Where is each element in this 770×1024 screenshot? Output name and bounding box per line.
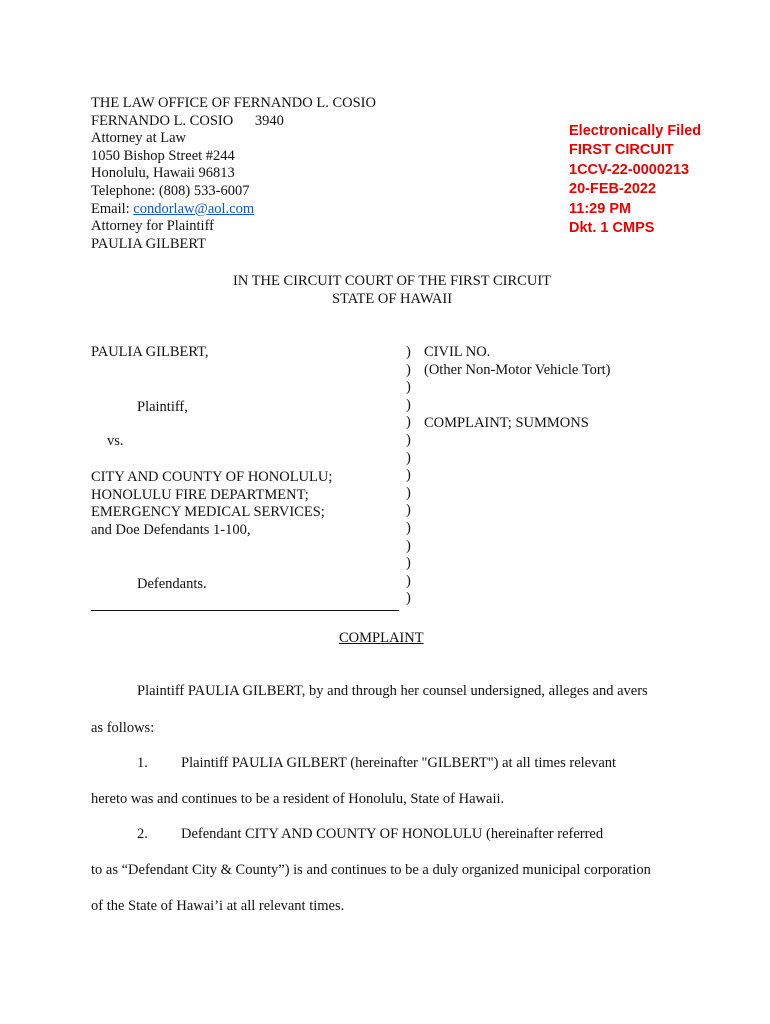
attorney-for: Attorney for Plaintiff	[91, 218, 214, 235]
civil-number: CIVIL NO.	[424, 344, 491, 360]
paragraph-2-line-3: of the State of Hawai’i at all relevant times.	[91, 898, 345, 914]
stamp-date: 20-FEB-2022	[569, 181, 657, 198]
client-name: PAULIA GILBERT	[91, 235, 207, 252]
court-name: IN THE CIRCUIT COURT OF THE FIRST CIRCUIT	[232, 273, 552, 289]
court-title	[192, 273, 592, 308]
attorney-title: Attorney at Law	[91, 130, 187, 147]
paren: )	[406, 502, 411, 519]
plaintiff-name: PAULIA GILBERT,	[91, 344, 209, 360]
paren: )	[406, 572, 411, 589]
email-label: Email:	[91, 200, 134, 217]
stamp-line: Electronically Filed	[569, 123, 702, 139]
intro-line-2: as follows:	[91, 720, 155, 736]
paren: )	[406, 449, 411, 466]
email-link[interactable]: condorlaw@aol.com	[133, 200, 255, 217]
bar-number: 3940	[254, 112, 284, 129]
paragraph-2-line-1: Defendant CITY AND COUNTY OF HONOLULU (hereinafter referred	[181, 826, 604, 842]
paragraph-2-number: 2.	[137, 826, 148, 842]
stamp-case-number: 1CCV-22-0000213	[569, 161, 690, 178]
paragraph-2-line-2: to as “Defendant City & County”) is and continues to be a duly organized municipal corporation	[91, 862, 651, 878]
court-state: STATE OF HAWAII	[331, 290, 453, 307]
paragraph-1-line-1: Plaintiff PAULIA GILBERT (hereinafter "GILBERT") at all times relevant	[181, 755, 617, 771]
paren: )	[406, 379, 411, 396]
paren: )	[406, 590, 411, 607]
paren: )	[406, 361, 411, 378]
stamp-time: 11:29 PM	[569, 200, 632, 217]
paren: )	[406, 414, 411, 431]
caption-paren-column	[406, 344, 411, 608]
filing-stamp	[569, 122, 701, 238]
intro-line-1: Plaintiff PAULIA GILBERT, by and through her counsel undersigned, alleges and avers	[137, 683, 648, 699]
paragraph-1-line-2: hereto was and continues to be a resident of Honolulu, State of Hawaii.	[91, 791, 505, 807]
defendant-4: and Doe Defendants 1-100,	[91, 521, 251, 538]
street-address: 1050 Bishop Street #244	[91, 147, 235, 164]
attorney-name: FERNANDO L. COSIO	[91, 112, 234, 129]
plaintiff-role: Plaintiff,	[137, 399, 188, 415]
paren: )	[406, 467, 411, 484]
versus: vs.	[107, 433, 124, 449]
document-title: COMPLAINT; SUMMONS	[424, 415, 589, 431]
case-type: (Other Non-Motor Vehicle Tort)	[424, 362, 611, 378]
caption-underline	[91, 610, 399, 611]
paren: )	[406, 555, 411, 572]
stamp-line: FIRST CIRCUIT	[569, 142, 674, 159]
paren: )	[406, 519, 411, 536]
city-address: Honolulu, Hawaii 96813	[91, 165, 235, 182]
defendant-role: Defendants.	[137, 576, 207, 592]
defendants-list	[91, 469, 332, 539]
law-office-name: THE LAW OFFICE OF FERNANDO L. COSIO	[91, 95, 376, 111]
email-line	[91, 201, 376, 219]
complaint-heading: COMPLAINT	[339, 630, 424, 646]
paren: )	[406, 537, 411, 554]
paren: )	[406, 431, 411, 448]
paren: )	[406, 396, 411, 413]
defendant-3: EMERGENCY MEDICAL SERVICES;	[91, 504, 325, 521]
attorney-header	[91, 95, 376, 253]
telephone: Telephone: (808) 533-6007	[91, 182, 250, 199]
paren: )	[406, 344, 411, 360]
attorney-name-line	[91, 113, 376, 131]
paren: )	[406, 484, 411, 501]
stamp-docket: Dkt. 1 CMPS	[569, 220, 655, 237]
defendant-1: CITY AND COUNTY OF HONOLULU;	[91, 469, 333, 485]
defendant-2: HONOLULU FIRE DEPARTMENT;	[91, 486, 309, 503]
paragraph-1-number: 1.	[137, 755, 148, 771]
